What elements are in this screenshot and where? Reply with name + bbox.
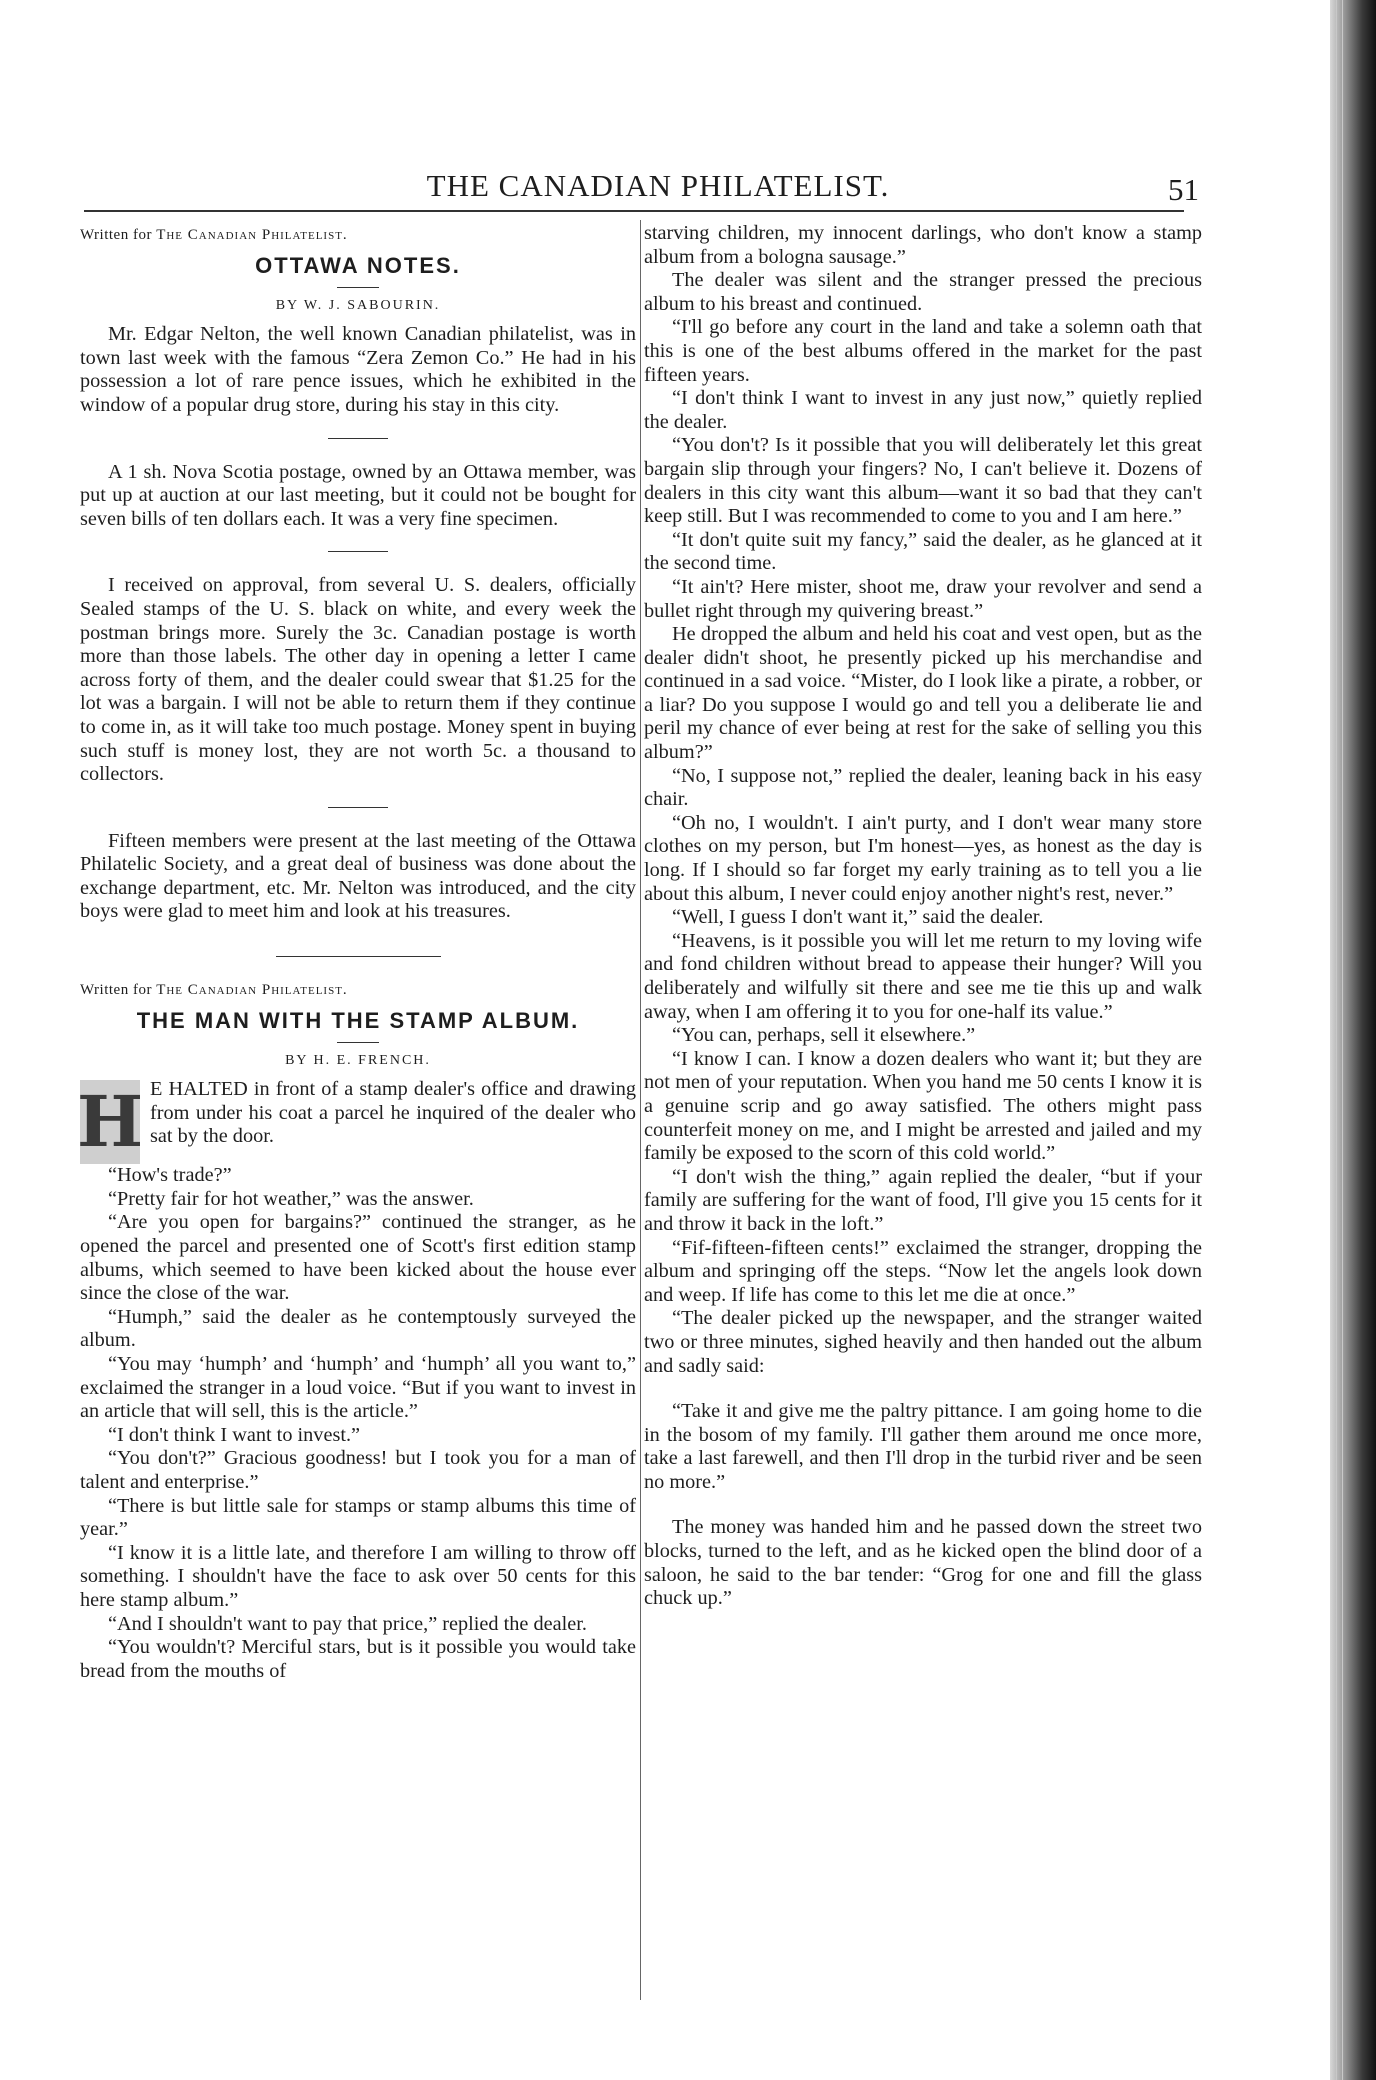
paragraph: “I don't think I want to invest.”: [108, 1423, 361, 1446]
paragraph: “I'll go before any court in the land and take a solemn oath that this is one of the best albums offered in the market for the past fifteen years.: [644, 316, 1202, 386]
byline: BY H. E. FRENCH.: [285, 1052, 431, 1068]
article-separator: [276, 956, 441, 957]
title-rule: [337, 1042, 379, 1043]
page-number: 51: [1168, 172, 1199, 207]
paragraph: “Fif-fifteen-fifteen cents!” exclaimed the stranger, dropping the album and springing off the steps. “Now let the angels look down and weep. If life has come to this let me die at once.”: [644, 1236, 1202, 1306]
paragraph: “I know I can. I know a dozen dealers who want it; but they are not men of your reputation. When you hand me 50 cents I know it is a genuine scrip and go away satisfied. The others might pass counterfeit money on me, and I might be arrested and jailed and my family be exposed to the scorn of this cold world.”: [644, 1047, 1202, 1165]
column-divider: [640, 220, 641, 2000]
paragraph: “I know it is a little late, and therefore I am willing to throw off something. I shouldn't have the face to ask over 50 cents for this here stamp album.”: [80, 1541, 636, 1611]
paragraph: I received on approval, from several U. S. dealers, officially Sealed stamps of the U. S. black on white, and every week the postman brings more. Surely the 3c. Canadian postage is worth more than those labels. The other day in opening a letter I came across forty of them, and the dealer could swear that $1.25 for the lot was a bargain. I will not be able to return them if they continue to come in, as it will take too much postage. Money spent in buying such stuff is money lost, they are not worth 5c. a thousand to collectors.: [80, 574, 636, 786]
article-credit: Written for The Canadian Philatelist.: [80, 227, 348, 243]
article-credit: Written for The Canadian Philatelist.: [80, 982, 348, 999]
title-rule: [337, 287, 379, 288]
section-separator: [328, 551, 388, 552]
paragraph: “There is but little sale for stamps or stamp albums this time of year.”: [80, 1494, 636, 1541]
article-title: OTTAWA NOTES.: [255, 252, 461, 278]
opening-paragraph: [76, 1078, 636, 1164]
right-column: [644, 222, 1202, 1611]
paragraph: “Are you open for bargains?” continued the stranger, as he opened the parcel and presented one of Scott's first edition stamp albums, which seemed to have been kicked about the house ever since the close of the war.: [80, 1211, 636, 1305]
paragraph: The dealer was silent and the stranger pressed the precious album to his breast and continued.: [644, 269, 1202, 315]
running-head: THE CANADIAN PHILATELIST.: [426, 168, 890, 203]
byline: BY W. J. SABOURIN.: [275, 297, 441, 313]
paragraph: starving children, my innocent darlings, who don't know a stamp album from a bologna sausage.”: [644, 222, 1202, 268]
paragraph: “Well, I guess I don't want it,” said the dealer.: [672, 906, 1044, 929]
paragraph: “Heavens, is it possible you will let me return to my loving wife and fond children without bread to appease their hunger? Will you deliberately and wilfully sit there and see me tie this up and walk away, when I am offering it to you for one-half its value.”: [644, 929, 1202, 1023]
paragraph: Fifteen members were present at the last meeting of the Ottawa Philatelic Society, and a great deal of business was done about the exchange department, etc. Mr. Nelton was introduced, and the city boys were glad to meet him and look at his treasures.: [80, 829, 636, 923]
paragraph: “Oh no, I wouldn't. I ain't purty, and I don't wear many store clothes on my person, but I'm honest—yes, as honest as the day is long. If I should so far forget my early training as to tell you a lie about this album, I never could enjoy another night's rest, never.”: [644, 811, 1202, 905]
paragraph: “You may ‘humph’ and ‘humph’ and ‘humph’ all you want to,” exclaimed the stranger in a loud voice. “But if you want to invest in an article that will sell, this is the article.”: [80, 1353, 636, 1423]
paragraph: “You can, perhaps, sell it elsewhere.”: [672, 1024, 976, 1047]
section-separator: [328, 807, 388, 808]
paragraph-gap: [644, 1378, 1202, 1400]
page-edge-line: [1336, 0, 1337, 2080]
paragraph: “You wouldn't? Merciful stars, but is it possible you would take bread from the mouths of: [80, 1636, 636, 1682]
paragraph: “No, I suppose not,” replied the dealer, leaning back in his easy chair.: [644, 764, 1202, 811]
paragraph: “The dealer picked up the newspaper, and the stranger waited two or three minutes, sighed heavily and then handed out the album and sadly said:: [644, 1307, 1202, 1377]
paragraph: “How's trade?”: [108, 1164, 232, 1187]
section-separator: [328, 438, 388, 439]
header-rule: [84, 210, 1184, 212]
paragraph: “Humph,” said the dealer as he contemptously surveyed the album.: [80, 1305, 636, 1352]
paragraph-gap: [644, 1494, 1202, 1516]
drop-cap: H: [76, 1080, 144, 1164]
paragraph: “It ain't? Here mister, shoot me, draw your revolver and send a bullet right through my quivering breast.”: [644, 575, 1202, 622]
article-title: THE MAN WITH THE STAMP ALBUM.: [136, 1007, 580, 1033]
paragraph: He dropped the album and held his coat and vest open, but as the dealer didn't shoot, he presently picked up his merchandise and continued in a sad voice. “Mister, do I look like a pirate, a robber, or a liar? Do you suppose I would go and tell you a deliberate lie and peril my chance of ever being at rest for the sake of selling you this album?”: [644, 623, 1202, 764]
paragraph: “I don't wish the thing,” again replied the dealer, “but if your family are suffering for the want of food, I'll give you 15 cents for it and throw it back in the loft.”: [644, 1165, 1202, 1235]
paragraph: The money was handed him and he passed down the street two blocks, turned to the left, and as he kicked open the blind door of a saloon, he said to the bar tender: “Grog for one and fill the glass chuck up.”: [644, 1516, 1202, 1610]
paragraph: Mr. Edgar Nelton, the well known Canadian philatelist, was in town last week with the famous “Zera Zemon Co.” He had in his possession a lot of rare pence issues, which he exhibited in the window of a popular drug store, during his stay in this city.: [80, 323, 636, 416]
paragraph: “Pretty fair for hot weather,” was the answer.: [108, 1187, 474, 1210]
paragraph: E HALTED in front of a stamp dealer's office and drawing from under his coat a parcel he inquired of the dealer who sat by the door.: [150, 1078, 636, 1148]
page-edge-line: [1342, 0, 1343, 2080]
paragraph: “You don't? Is it possible that you will deliberately let this great bargain slip through your fingers? No, I can't believe it. Dozens of dealers in this city want this album—want it so bad that they can't keep still. But I was recommended to come to you and I am here.”: [644, 434, 1202, 528]
paragraph: “It don't quite suit my fancy,” said the dealer, as he glanced at it the second time.: [644, 528, 1202, 575]
paragraph: “Take it and give me the paltry pittance. I am going home to die in the bosom of my family. I'll gather them around me once more, take a last farewell, and then I'll drop in the turbid river and be seen no more.”: [644, 1400, 1202, 1493]
paragraph: “You don't?” Gracious goodness! but I took you for a man of talent and enterprise.”: [80, 1447, 636, 1493]
paragraph: A 1 sh. Nova Scotia postage, owned by an Ottawa member, was put up at auction at our last meeting, but it could not be bought for seven bills of ten dollars each. It was a very fine specimen.: [80, 460, 636, 530]
paragraph: “I don't think I want to invest in any just now,” quietly replied the dealer.: [644, 387, 1202, 433]
paragraph: “And I shouldn't want to pay that price,” replied the dealer.: [108, 1612, 587, 1635]
left-column: [76, 222, 636, 1683]
